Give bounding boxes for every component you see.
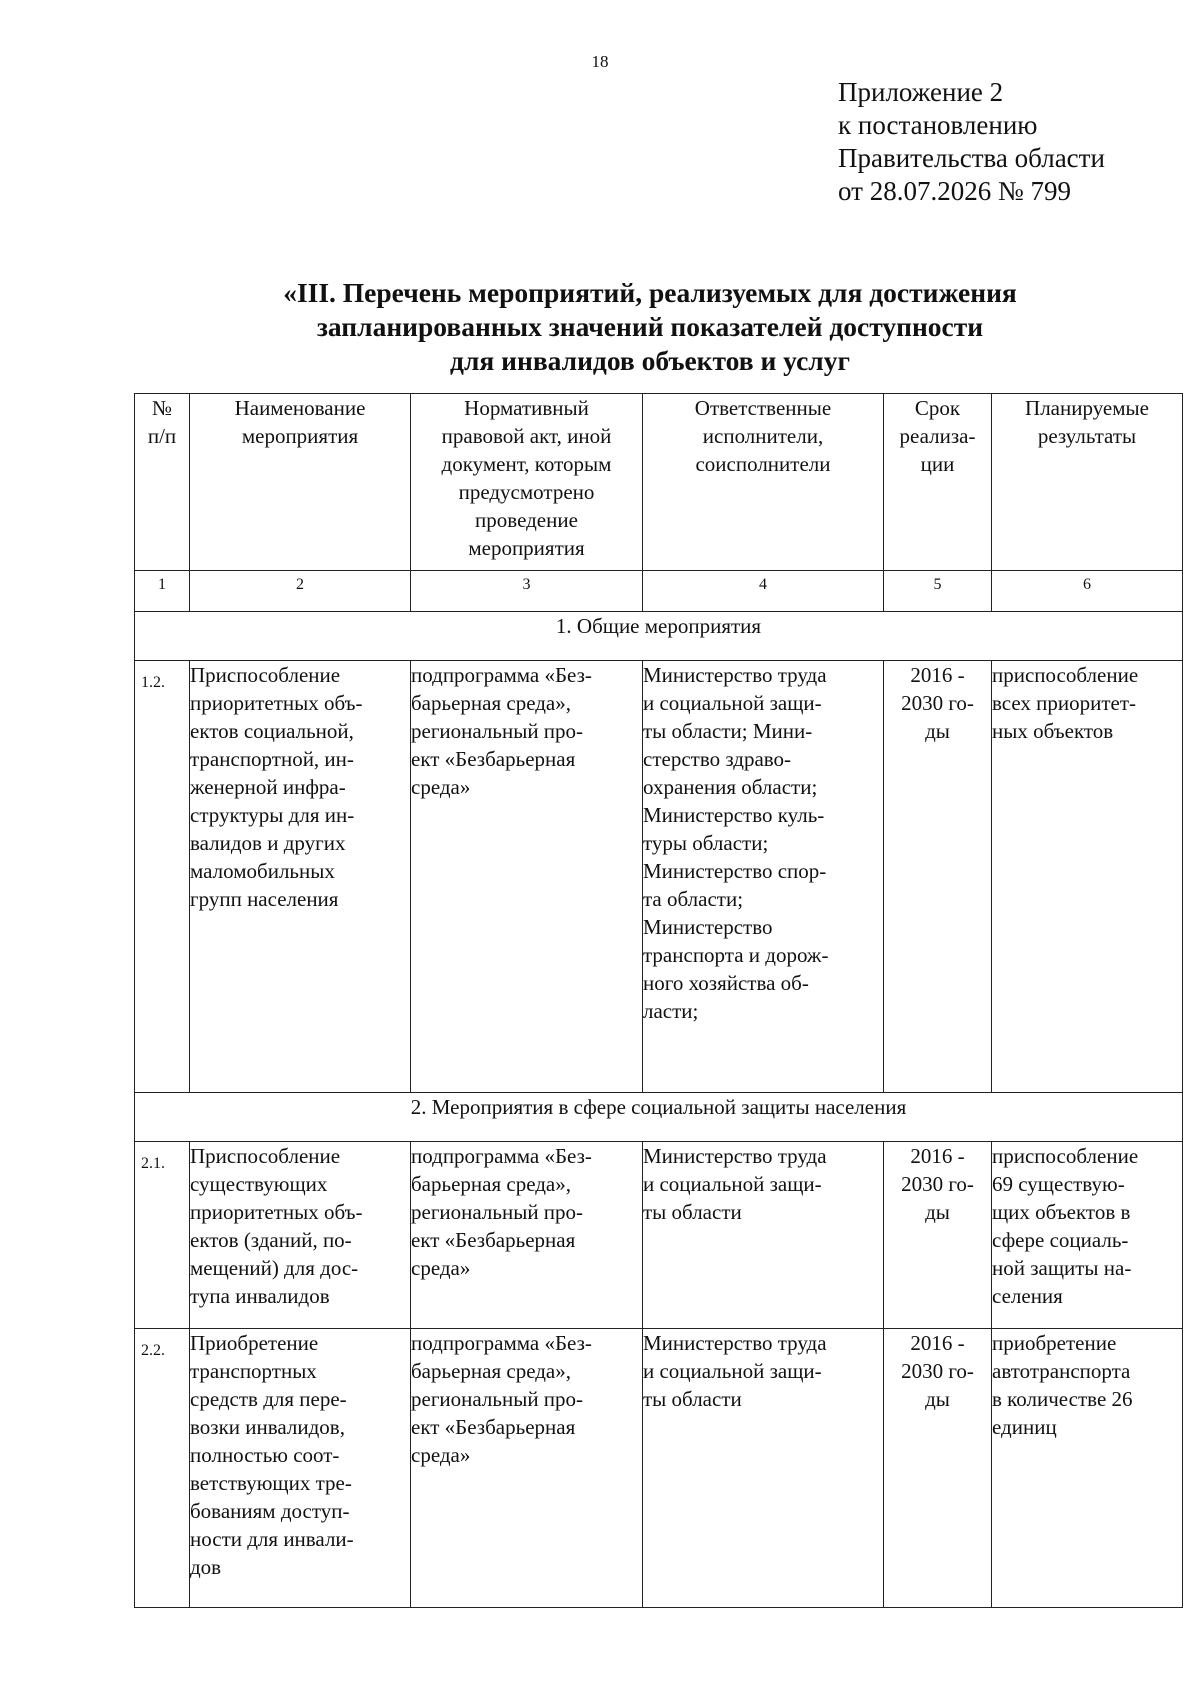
text-line: 2030 го-: [901, 1172, 974, 1196]
text-line: ектов (зданий, по-: [190, 1228, 352, 1252]
text-line: ект «Безбарьерная: [411, 1228, 576, 1252]
header-line: Нормативный: [464, 396, 589, 420]
header-line: №: [151, 396, 173, 420]
text-line: ветствующих тре-: [190, 1471, 352, 1495]
header-line: Планируемые: [1025, 396, 1149, 420]
column-number: 3: [411, 571, 643, 612]
header-line: предусмотрено: [458, 480, 595, 504]
text-line: Министерство труда: [643, 1331, 827, 1355]
cell-term: [884, 661, 992, 1093]
header-line: п/п: [147, 424, 177, 448]
text-line: структуры для ин-: [190, 803, 355, 827]
text-line: Министерство куль-: [643, 803, 825, 827]
text-line: 2030 го-: [901, 1359, 974, 1383]
text-line: региональный про-: [411, 1200, 584, 1224]
text-line: тупа инвалидов: [190, 1284, 330, 1308]
text-line: щих объектов в: [992, 1200, 1131, 1224]
header-line: Наименование: [234, 396, 366, 420]
table-row: [135, 661, 1183, 1093]
header-cell-act: [411, 394, 643, 571]
row-number: 2.2.: [135, 1329, 190, 1608]
text-line: ды: [925, 719, 950, 743]
text-line: охранения области;: [643, 775, 818, 799]
text-line: женерной инфра-: [190, 775, 346, 799]
measures-table: [134, 393, 1183, 1608]
cell-executors: [643, 1142, 884, 1329]
column-number: 4: [643, 571, 884, 612]
column-number: 1: [135, 571, 190, 612]
text-line: Приобретение: [190, 1331, 319, 1355]
text-line: мещений) для дос-: [190, 1256, 359, 1280]
table-header-row: [135, 394, 1183, 571]
cell-measure-name: [190, 1142, 411, 1329]
text-line: маломобильных: [190, 859, 335, 883]
text-line: барьерная среда»,: [411, 691, 571, 715]
header-line: документ, которым: [441, 452, 612, 476]
appendix-line: Приложение 2: [838, 77, 1004, 107]
text-line: та области;: [643, 887, 744, 911]
column-number-row: [135, 571, 1183, 612]
title-line: для инвалидов объектов и услуг: [450, 345, 850, 376]
text-line: бованиям доступ-: [190, 1499, 350, 1523]
text-line: стерство здраво-: [643, 747, 792, 771]
text-line: туры области;: [643, 831, 769, 855]
text-line: подпрограмма «Без-: [411, 1144, 592, 1168]
header-line: исполнители,: [702, 424, 824, 448]
text-line: среда»: [411, 1256, 471, 1280]
cell-legal-act: [411, 661, 643, 1093]
document-title: [150, 276, 1150, 378]
text-line: региональный про-: [411, 719, 584, 743]
text-line: ект «Безбарьерная: [411, 747, 576, 771]
text-line: подпрограмма «Без-: [411, 1331, 592, 1355]
text-line: сфере социаль-: [992, 1228, 1129, 1252]
text-line: полностью соот-: [190, 1443, 340, 1467]
header-cell-name: [190, 394, 411, 571]
text-line: ды: [925, 1387, 950, 1411]
text-line: автотранспорта: [992, 1359, 1131, 1383]
text-line: транспортных: [190, 1359, 317, 1383]
section-title: 1. Общие мероприятия: [135, 612, 1183, 661]
text-line: и социальной защи-: [643, 1359, 822, 1383]
appendix-line: Правительства области: [838, 143, 1105, 173]
header-line: реализа-: [899, 424, 976, 448]
text-line: селения: [992, 1284, 1063, 1308]
text-line: среда»: [411, 1443, 471, 1467]
text-line: приоритетных объ-: [190, 691, 363, 715]
text-line: единиц: [992, 1415, 1057, 1439]
header-line: Срок: [914, 396, 961, 420]
cell-measure-name: [190, 661, 411, 1093]
table-row: [135, 1142, 1183, 1329]
text-line: 69 существую-: [992, 1172, 1125, 1196]
text-line: ты области; Мини-: [643, 719, 813, 743]
page-number: 18: [591, 52, 609, 71]
text-line: существующих: [190, 1172, 328, 1196]
header-cell-term: [884, 394, 992, 571]
cell-result: [992, 661, 1183, 1093]
header-cell-executors: [643, 394, 884, 571]
text-line: приобретение: [992, 1331, 1117, 1355]
text-line: Министерство труда: [643, 663, 827, 687]
row-number: 1.2.: [135, 661, 190, 1093]
table-row: [135, 1329, 1183, 1608]
header-line: Ответственные: [694, 396, 832, 420]
text-line: в количестве 26: [992, 1387, 1133, 1411]
text-line: всех приоритет-: [992, 691, 1137, 715]
section-row: [135, 1093, 1183, 1142]
text-line: подпрограмма «Без-: [411, 663, 592, 687]
section-row: [135, 612, 1183, 661]
cell-executors: [643, 1329, 884, 1608]
header-line: правовой акт, иной: [441, 424, 612, 448]
text-line: Министерство: [643, 915, 773, 939]
text-line: приспособление: [992, 1144, 1139, 1168]
header-line: мероприятия: [468, 536, 585, 560]
text-line: ты области: [643, 1387, 742, 1411]
text-line: барьерная среда»,: [411, 1359, 571, 1383]
cell-legal-act: [411, 1329, 643, 1608]
text-line: 2016 -: [910, 1331, 965, 1355]
column-number: 2: [190, 571, 411, 612]
text-line: ласти;: [643, 999, 699, 1023]
text-line: среда»: [411, 775, 471, 799]
text-line: приоритетных объ-: [190, 1200, 363, 1224]
text-line: возки инвалидов,: [190, 1415, 345, 1439]
text-line: ности для инвали-: [190, 1527, 354, 1551]
text-line: региональный про-: [411, 1387, 584, 1411]
text-line: транспорта и дорож-: [643, 943, 829, 967]
header-line: результаты: [1037, 424, 1137, 448]
header-line: ции: [920, 452, 955, 476]
cell-result: [992, 1329, 1183, 1608]
text-line: ного хозяйства об-: [643, 971, 809, 995]
text-line: ект «Безбарьерная: [411, 1415, 576, 1439]
column-number: 5: [884, 571, 992, 612]
cell-legal-act: [411, 1142, 643, 1329]
header-line: мероприятия: [241, 424, 359, 448]
header-cell-number: [135, 394, 190, 571]
text-line: приспособление: [992, 663, 1139, 687]
text-line: транспортной, ин-: [190, 747, 354, 771]
text-line: средств для пере-: [190, 1387, 347, 1411]
text-line: барьерная среда»,: [411, 1172, 571, 1196]
title-line: «III. Перечень мероприятий, реализуемых для достижения: [283, 277, 1017, 308]
header-line: проведение: [475, 508, 578, 532]
cell-term: [884, 1142, 992, 1329]
cell-term: [884, 1329, 992, 1608]
text-line: дов: [190, 1555, 222, 1579]
text-line: ных объектов: [992, 719, 1114, 743]
text-line: ной защиты на-: [992, 1256, 1132, 1280]
appendix-header: [838, 76, 1198, 208]
text-line: валидов и других: [190, 831, 346, 855]
text-line: ды: [925, 1200, 950, 1224]
appendix-line: от 28.07.2026 № 799: [838, 176, 1071, 206]
text-line: Приспособление: [190, 663, 341, 687]
text-line: 2030 го-: [901, 691, 974, 715]
column-number: 6: [992, 571, 1183, 612]
text-line: ектов социальной,: [190, 719, 354, 743]
text-line: Министерство труда: [643, 1144, 827, 1168]
header-cell-results: [992, 394, 1183, 571]
row-number: 2.1.: [135, 1142, 190, 1329]
cell-result: [992, 1142, 1183, 1329]
section-title: 2. Мероприятия в сфере социальной защиты населения: [135, 1093, 1183, 1142]
text-line: 2016 -: [910, 1144, 965, 1168]
text-line: ты области: [643, 1200, 742, 1224]
text-line: Министерство спор-: [643, 859, 827, 883]
text-line: и социальной защи-: [643, 1172, 822, 1196]
text-line: и социальной защи-: [643, 691, 822, 715]
cell-measure-name: [190, 1329, 411, 1608]
text-line: 2016 -: [910, 663, 965, 687]
header-line: соисполнители: [695, 452, 831, 476]
text-line: Приспособление: [190, 1144, 341, 1168]
cell-executors: [643, 661, 884, 1093]
text-line: групп населения: [190, 887, 339, 911]
title-line: запланированных значений показателей доступности: [316, 311, 984, 342]
appendix-line: к постановлению: [838, 110, 1038, 140]
